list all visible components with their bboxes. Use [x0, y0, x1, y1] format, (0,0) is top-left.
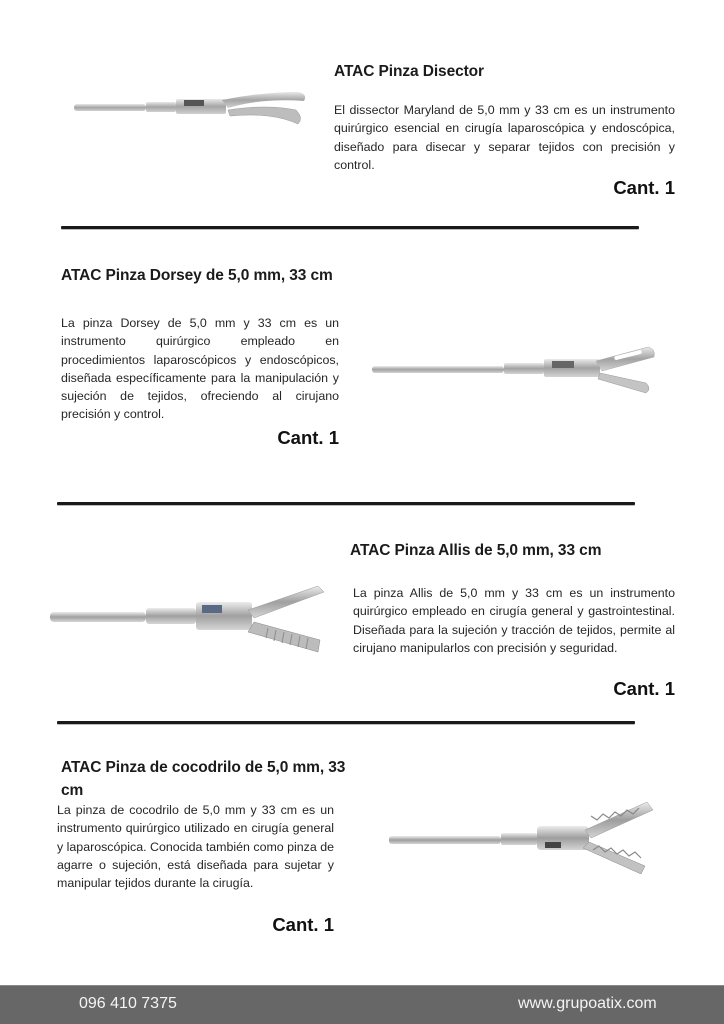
- product-description: La pinza Allis de 5,0 mm y 33 cm es un instrumento quirúrgico empleado en cirugía general y gastrointestinal. Diseñada para la sujeción y tracción de tejidos, permite al cirujano manipularlos con precisión y seguridad.: [353, 586, 675, 655]
- crocodile-forceps-instrument-image: [385, 796, 660, 878]
- product-quantity: Cant. 1: [613, 678, 675, 699]
- maryland-dissector-instrument-image: [72, 84, 312, 134]
- product-quantity: Cant. 1: [277, 427, 339, 448]
- product-description: El dissector Maryland de 5,0 mm y 33 cm es un instrumento quirúrgico esencial en cirugía laparoscópica y endoscópica, diseñado para disecar y separar tejidos con precisión y control.: [334, 103, 675, 172]
- product-title: ATAC Pinza Dorsey de 5,0 mm, 33 cm: [61, 267, 333, 284]
- product-quantity: Cant. 1: [613, 177, 675, 198]
- dorsey-forceps-instrument-image: [370, 343, 660, 398]
- product-title: ATAC Pinza de cocodrilo de 5,0 mm, 33 cm: [61, 759, 346, 799]
- section-divider: [57, 502, 635, 505]
- section-divider: [61, 226, 639, 229]
- product-title: ATAC Pinza Disector: [334, 63, 484, 80]
- footer-phone[interactable]: 096 410 7375: [79, 995, 177, 1012]
- footer-website-link[interactable]: www.grupoatix.com: [518, 995, 657, 1012]
- footer-bar: [0, 985, 724, 1024]
- product-description: La pinza Dorsey de 5,0 mm y 33 cm es un instrumento quirúrgico empleado en procedimientos laparoscópicos y endoscópicos, diseñada específicamente para la manipulación y sujeción de tejidos, ofreciendo al cirujano precisión y control.: [61, 316, 339, 422]
- product-description: La pinza de cocodrilo de 5,0 mm y 33 cm es un instrumento quirúrgico utilizado en cirugía general y laparoscópica. Conocida también como pinza de agarre o sujeción, está diseñada para sujetar y manipular tejidos durante la cirugía.: [57, 803, 334, 891]
- section-divider: [57, 721, 635, 724]
- allis-forceps-instrument-image: [48, 580, 330, 660]
- product-title: ATAC Pinza Allis de 5,0 mm, 33 cm: [350, 542, 602, 559]
- product-quantity: Cant. 1: [272, 914, 334, 935]
